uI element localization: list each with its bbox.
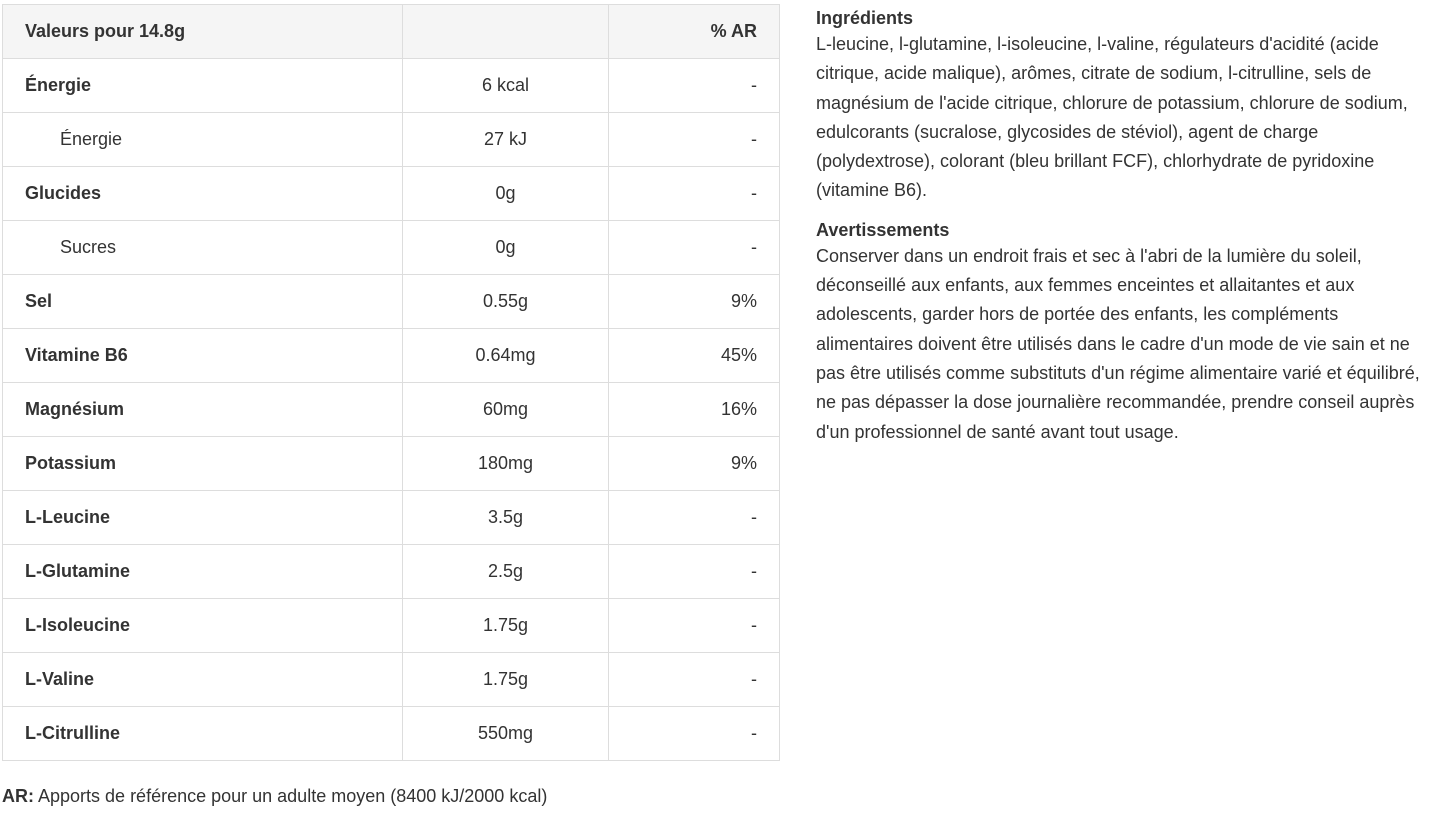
- warnings-text: Conserver dans un endroit frais et sec à l'abri de la lumière du soleil, déconseillé aux enfants, aux femmes enceintes et allaitantes et aux adolescents, garder hors de portée des enfants, les compléments alimentaires doivent être utilisés dans le cadre d'un mode de vie sain et ne pas être utilisés comme substituts d'un régime alimentaire varié et équilibré, ne pas dépasser la dose journalière recommandée, prendre conseil auprès d'un professionnel de santé avant tout usage.: [816, 245, 1420, 442]
- nutrient-value: 0.64mg: [403, 329, 609, 383]
- product-info: [816, 6, 1424, 459]
- nutrition-table-header: [3, 5, 780, 59]
- nutrient-value: 2.5g: [403, 545, 609, 599]
- nutrition-table-body: [3, 59, 780, 761]
- footnote-label: AR:: [2, 786, 34, 806]
- nutrient-ar: -: [609, 653, 780, 707]
- nutrient-name: L-Glutamine: [3, 545, 403, 599]
- table-row: [3, 653, 780, 707]
- nutrient-value: 550mg: [403, 707, 609, 761]
- nutrient-ar: -: [609, 545, 780, 599]
- ar-footnote: [2, 786, 547, 807]
- nutrition-table: [2, 4, 780, 761]
- nutrient-ar: 16%: [609, 383, 780, 437]
- nutrient-ar: 9%: [609, 437, 780, 491]
- nutrient-ar: 45%: [609, 329, 780, 383]
- table-row: [3, 707, 780, 761]
- nutrient-value: 0g: [403, 221, 609, 275]
- nutrient-ar: -: [609, 167, 780, 221]
- table-row: [3, 221, 780, 275]
- header-serving: Valeurs pour 14.8g: [3, 5, 403, 59]
- nutrient-name: L-Isoleucine: [3, 599, 403, 653]
- ingredients-text: L-leucine, l-glutamine, l-isoleucine, l-valine, régulateurs d'acidité (acide citrique, acide malique), arômes, citrate de sodium, l-citrulline, sels de magnésium de l'acide citrique, chlorure de potassium, chlorure de sodium, edulcorants (sucralose, glycosides de stéviol), agent de charge (polydextrose), colorant (bleu brillant FCF), chlorhydrate de pyridoxine (vitamine B6).: [816, 34, 1408, 201]
- nutrient-name: Vitamine B6: [3, 329, 403, 383]
- header-ar: % AR: [609, 5, 780, 59]
- nutrient-ar: -: [609, 599, 780, 653]
- nutrient-value: 180mg: [403, 437, 609, 491]
- nutrient-ar: -: [609, 59, 780, 113]
- nutrient-name: Énergie: [3, 113, 403, 167]
- header-value: [403, 5, 609, 59]
- table-row: [3, 599, 780, 653]
- nutrient-value: 60mg: [403, 383, 609, 437]
- nutrient-ar: -: [609, 707, 780, 761]
- nutrient-value: 3.5g: [403, 491, 609, 545]
- footnote-text: Apports de référence pour un adulte moyen (8400 kJ/2000 kcal): [34, 786, 548, 806]
- nutrient-name: Sucres: [3, 221, 403, 275]
- nutrient-value: 0g: [403, 167, 609, 221]
- warnings-title: Avertissements: [816, 219, 950, 240]
- ingredients-title: Ingrédients: [816, 8, 914, 28]
- nutrient-name: Énergie: [3, 59, 403, 113]
- nutrient-name: L-Valine: [3, 653, 403, 707]
- nutrient-value: 0.55g: [403, 275, 609, 329]
- nutrient-name: Sel: [3, 275, 403, 329]
- nutrient-value: 27 kJ: [403, 113, 609, 167]
- nutrient-name: L-Leucine: [3, 491, 403, 545]
- nutrient-name: L-Citrulline: [3, 707, 403, 761]
- nutrient-value: 1.75g: [403, 653, 609, 707]
- nutrient-ar: 9%: [609, 275, 780, 329]
- table-row: [3, 113, 780, 167]
- nutrient-name: Glucides: [3, 167, 403, 221]
- table-row: [3, 59, 780, 113]
- nutrient-ar: -: [609, 221, 780, 275]
- table-row: [3, 167, 780, 221]
- nutrient-name: Magnésium: [3, 383, 403, 437]
- table-row: [3, 491, 780, 545]
- nutrient-ar: -: [609, 491, 780, 545]
- table-row: [3, 383, 780, 437]
- nutrient-value: 1.75g: [403, 599, 609, 653]
- nutrient-name: Potassium: [3, 437, 403, 491]
- nutrient-ar: -: [609, 113, 780, 167]
- table-row: [3, 329, 780, 383]
- nutrient-value: 6 kcal: [403, 59, 609, 113]
- table-row: [3, 275, 780, 329]
- table-row: [3, 545, 780, 599]
- table-row: [3, 437, 780, 491]
